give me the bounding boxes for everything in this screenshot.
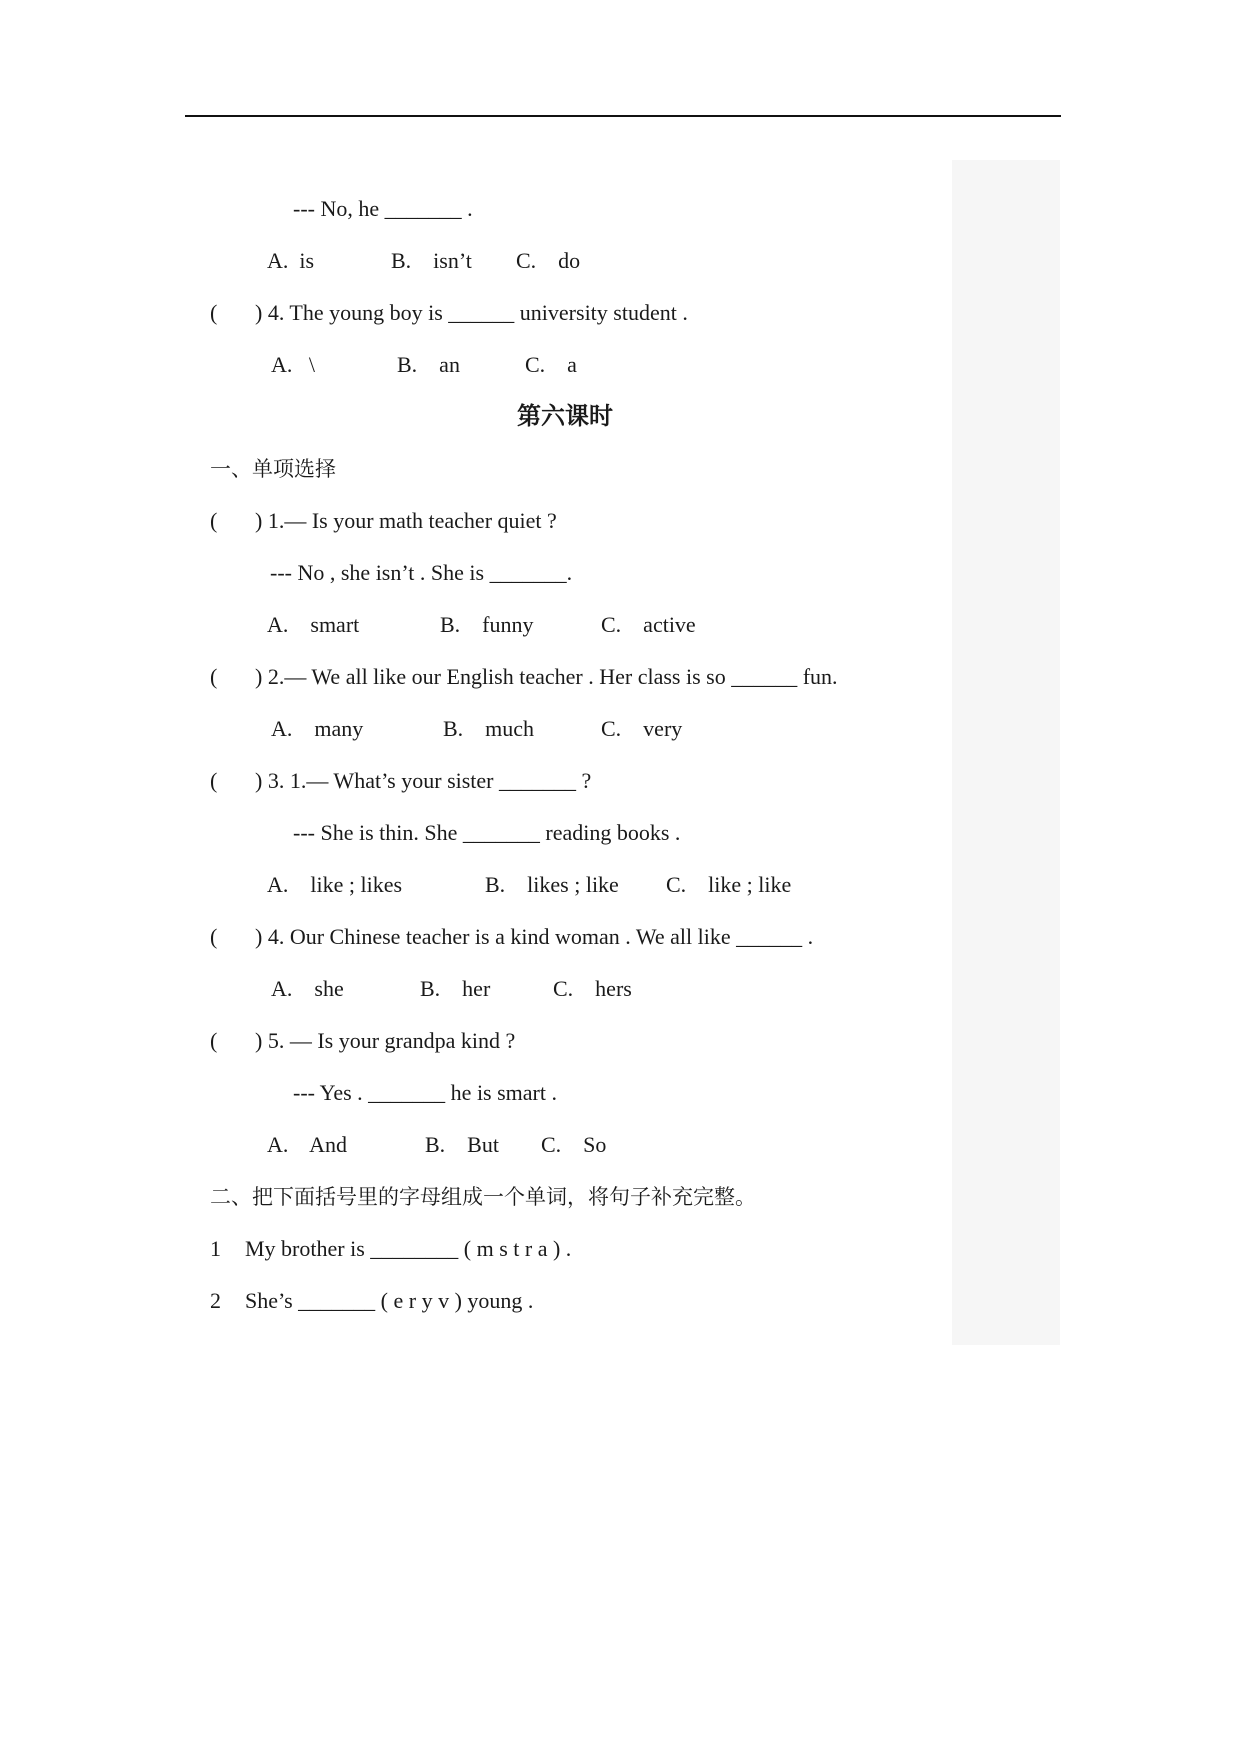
s2-item-1-text: My brother is ________ ( m s t r a ) . [245, 1236, 572, 1261]
q3-option-b: B. likes ; like [485, 872, 619, 897]
q5-option-b: B. But [425, 1132, 499, 1157]
q1 [210, 508, 557, 534]
q3-option-c: C. like ; like [666, 872, 792, 897]
q5-text: ) 5. — Is your grandpa kind ? [255, 1028, 516, 1053]
q4 [210, 924, 813, 950]
s2-item-1 [210, 1236, 571, 1262]
q1-option-b: B. funny [440, 612, 534, 637]
s2-item-1-number: 1 [210, 1236, 221, 1261]
answer-bracket: ( [210, 508, 218, 533]
q4-option-c: C. hers [553, 976, 632, 1001]
q3-answer-line: --- She is thin. She _______ reading books . [293, 820, 681, 845]
answer-bracket: ( [210, 1028, 218, 1053]
s2-item-2-text: She’s _______ ( e r y v ) young . [245, 1288, 534, 1313]
section-1-title: 一、单项选择 [210, 457, 336, 481]
q4-prev-option-a: A. \ [271, 352, 315, 377]
q2-option-b: B. much [443, 716, 535, 741]
q1-answer-line: --- No , she isn’t . She is _______. [270, 560, 573, 585]
answer-bracket: ( [210, 924, 218, 949]
q4-option-b: B. her [420, 976, 491, 1001]
q5-answer-line: --- Yes . _______ he is smart . [293, 1080, 557, 1105]
header-rule [185, 115, 1061, 117]
answer-bracket: ( [210, 768, 218, 793]
margin-shade [952, 160, 1060, 1345]
q5-option-a: A. And [267, 1132, 348, 1157]
q4-prev-option-b: B. an [397, 352, 460, 377]
q3-prev-option-b: B. isn’t [391, 248, 472, 273]
q5-option-c: C. So [541, 1132, 607, 1157]
answer-bracket: ( [210, 300, 218, 325]
s2-item-2-number: 2 [210, 1288, 221, 1313]
q1-option-a: A. smart [267, 612, 360, 637]
q3-text: ) 3. 1.— What’s your sister _______ ? [255, 768, 592, 793]
answer-bracket: ( [210, 664, 218, 689]
lesson-heading: 第六课时 [517, 402, 613, 430]
q3-prev-answer: --- No, he _______ . [293, 196, 473, 221]
q3 [210, 768, 591, 794]
q4-prev-text: ) 4. The young boy is ______ university student . [255, 300, 688, 325]
q2-option-a: A. many [271, 716, 364, 741]
q4-prev [210, 300, 688, 326]
q3-prev-option-a: A. is [267, 248, 315, 273]
q2 [210, 664, 838, 690]
q2-option-c: C. very [601, 716, 683, 741]
q3-prev-option-c: C. do [516, 248, 581, 273]
q1-option-c: C. active [601, 612, 696, 637]
s2-item-2 [210, 1288, 533, 1314]
q2-text: ) 2.— We all like our English teacher . Her class is so ______ fun. [255, 664, 838, 689]
section-2-title: 二、把下面括号里的字母组成一个单词，将句子补充完整。 [210, 1185, 756, 1209]
q1-text: ) 1.— Is your math teacher quiet ? [255, 508, 557, 533]
q4-prev-option-c: C. a [525, 352, 577, 377]
q4-text: ) 4. Our Chinese teacher is a kind woman . We all like ______ . [255, 924, 814, 949]
q5 [210, 1028, 515, 1054]
q4-option-a: A. she [271, 976, 344, 1001]
q3-option-a: A. like ; likes [267, 872, 403, 897]
